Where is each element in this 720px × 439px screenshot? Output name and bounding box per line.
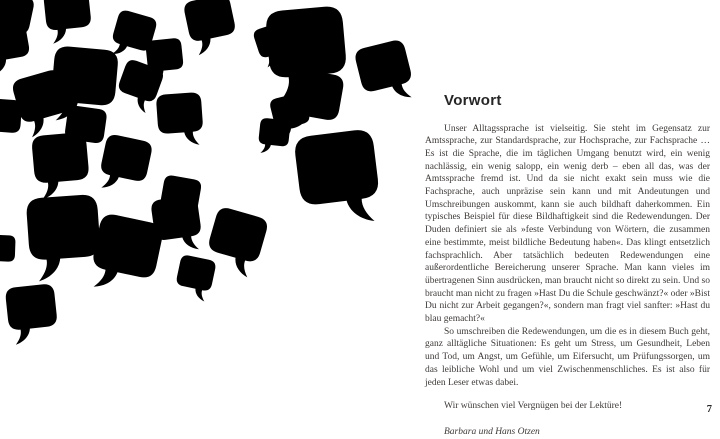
page-number: 7 <box>706 404 712 415</box>
speech-bubble-shape <box>3 281 61 346</box>
closing-line: Wir wünschen viel Vergnügen bei der Lektüre! <box>444 401 623 412</box>
speech-bubble-shape <box>172 253 218 304</box>
speech-bubble-shape <box>29 130 93 202</box>
speech-bubble-shape <box>0 97 24 146</box>
speech-bubble-shape <box>95 131 156 197</box>
speech-bubble-shape <box>351 36 418 109</box>
speech-bubble-shape <box>148 193 205 256</box>
foreword-paragraph-1: Unser Alltagssprache ist vielseitig. Sie steht im Gegensatz zur Amtssprache, zur Standardsprache, zur Hochsprache, zur Fachsprache … Es ist die Sprache, die im täglichen Umgang benutzt wird, ein wenig nachlässig, ein wenig salopp, ein wenig derb – eben all das, was der Amtssprache fremd ist. Und da sie nicht exakt sein muss wie die Fachsprache, auch unpräzise sein kann und mit Andeutungen und Umschreibungen auskommt, kann sie auch bildhaft daherkommen. Ein typisches Beispiel für diese Bildhaftigkeit sind die Redewendungen. Der Duden definiert sie als »feste Verbindung von Wörtern, die zusammen eine bestimmte, meist bildliche Bedeutung haben«. Das klingt entsetzlich fachsprachlich. Aber tatsächlich bedeuten Redewendungen eine außerordentliche Bereicherung unserer Sprache. Man kann vieles im übertragenen Sinn ausdrücken, man braucht nicht so direkt zu sein. Und so braucht man nicht zu fragen »Hast Du die Schule geschwänzt?« oder »Bist Du nicht zur Arbeit gegangen?«, sondern man fragt viel sanfter: »Hast du blau gemacht?« <box>425 123 710 325</box>
right-page <box>425 93 710 439</box>
page-title: Vorwort <box>444 92 502 109</box>
speech-bubble-shape <box>154 90 206 148</box>
speech-bubble-shape <box>181 0 242 58</box>
speech-bubble-shape <box>41 0 94 45</box>
speech-bubble-shape <box>290 125 385 232</box>
speech-bubble-shape <box>0 233 17 271</box>
author-signature: Barbara und Hans Otzen <box>444 426 540 437</box>
foreword-paragraph-2: So umschreiben die Redewendungen, um die es in diesem Buch geht, ganz alltägliche Situationen: Es geht um Stress, um Gesundheit, Leben und Tod, um Angst, um Gefühle, um Eifersucht, um Prüfungssorgen, um das leibliche Wohl und um viel Zwischenmenschliches. Es ist also für jeden Leser etwas dabei. <box>425 326 710 388</box>
speech-bubble-shape <box>256 116 292 156</box>
